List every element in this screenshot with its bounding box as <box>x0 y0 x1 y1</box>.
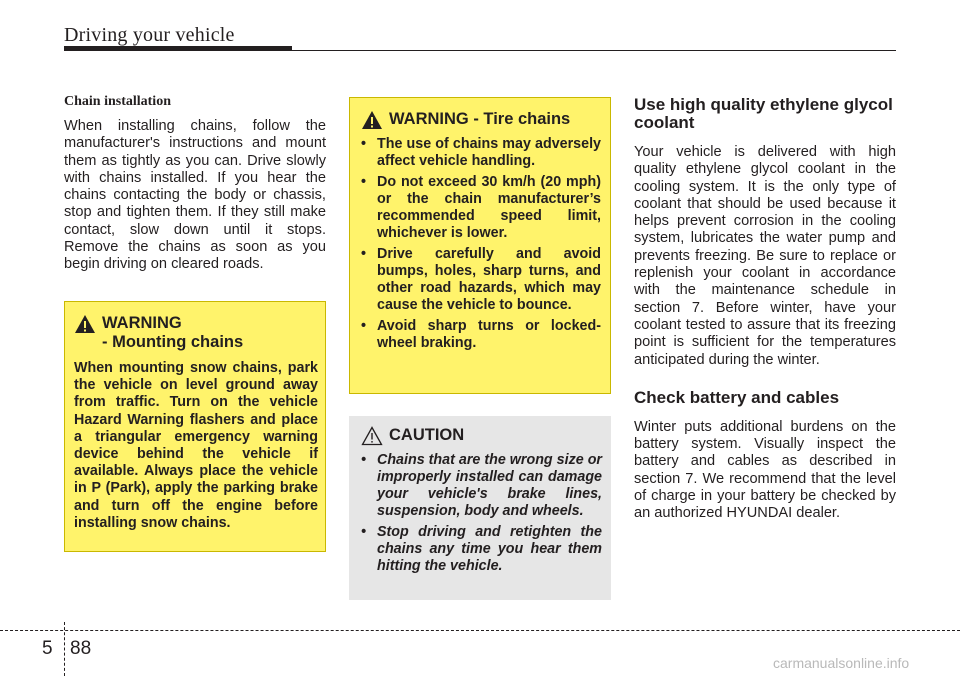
warning-tire-chains-label: WARNING - Tire chains <box>389 110 571 128</box>
list-item: • Chains that are the wrong size or improperly installed can damage your vehicle's brake lines, suspension, body and wheels. <box>361 452 602 520</box>
caution-box <box>349 416 611 600</box>
warning-mounting-text: When mounting snow chains, park the vehicle on level ground away from traffic. Turn on the vehicle Hazard Warning flashers and place a triangular emergency warning device behind the vehicle if available. Always place the vehicle in P (Park), apply the parking brake and turn off the engine before installing snow chains. <box>74 360 318 531</box>
coolant-heading: Use high quality ethylene glycol coolant <box>634 95 893 132</box>
battery-text: Winter puts additional burdens on the battery system. Visually inspect the battery and cables as described in section 7. We recommend that the level of charge in your battery be checked by an authorized HYUNDAI dealer. <box>634 418 896 522</box>
warning-mounting-subtitle: - Mounting chains <box>102 333 244 351</box>
right-column <box>634 96 896 523</box>
footer-rule <box>0 630 960 631</box>
page-number: 88 <box>70 638 92 659</box>
warning-tire-chains-box <box>349 97 611 394</box>
list-item: • Avoid sharp turns or locked-wheel braking. <box>361 318 601 352</box>
watermark: carmanualsonline.info <box>773 655 910 671</box>
coolant-text: Your vehicle is delivered with high quality ethylene glycol coolant in the cooling system. It is the only type of coolant that should be used because it helps prevent corrosion in the cooling system, lubricates the water pump and prevents freezing. Be sure to replace or replenish your coolant in accordance with the maintenance schedule in section 7. Before winter, have your coolant tested to assure that its freezing point is sufficient for the temperatures anticipated during the winter. <box>634 144 896 368</box>
list-item: • Do not exceed 30 km/h (20 mph) or the chain manufacturer’s recommended speed limit, whichever is lower. <box>361 174 601 242</box>
caution-title <box>361 426 602 446</box>
battery-heading: Check battery and cables <box>634 387 840 407</box>
header-rule <box>64 50 896 51</box>
list-item: • Drive carefully and avoid bumps, holes, sharp turns, and other road hazards, which may cause the vehicle to bounce. <box>361 246 601 314</box>
left-column <box>64 94 326 274</box>
list-item: • Stop driving and retighten the chains any time you hear them hitting the vehicle. <box>361 524 602 575</box>
caution-triangle-icon <box>361 426 383 446</box>
list-item: • The use of chains may adversely affect vehicle handling. <box>361 136 601 170</box>
section-number: 5 <box>42 638 53 659</box>
warning-triangle-icon <box>361 110 383 130</box>
footer-divider <box>64 622 65 676</box>
warning-mounting-label: WARNING <box>102 314 182 332</box>
chain-installation-text: When installing chains, follow the manufacturer's instructions and mount them as tightly as you can. Drive slowly with chains installed. If you hear the chains contacting the body or chassis, stop and tighten them. If they still make contact, slow down until it stops. Remove the chains as soon as you begin driving on cleared roads. <box>64 118 326 273</box>
warning-mounting-title <box>74 314 318 352</box>
caution-label: CAUTION <box>389 426 465 444</box>
page-header-title: Driving your vehicle <box>64 24 235 46</box>
warning-triangle-icon <box>74 314 96 334</box>
warning-tire-chains-title <box>361 110 601 130</box>
warning-mounting-chains-box <box>64 301 326 552</box>
caution-list <box>361 452 602 575</box>
warning-tire-chains-list <box>361 136 601 352</box>
chain-installation-heading: Chain installation <box>64 94 171 109</box>
